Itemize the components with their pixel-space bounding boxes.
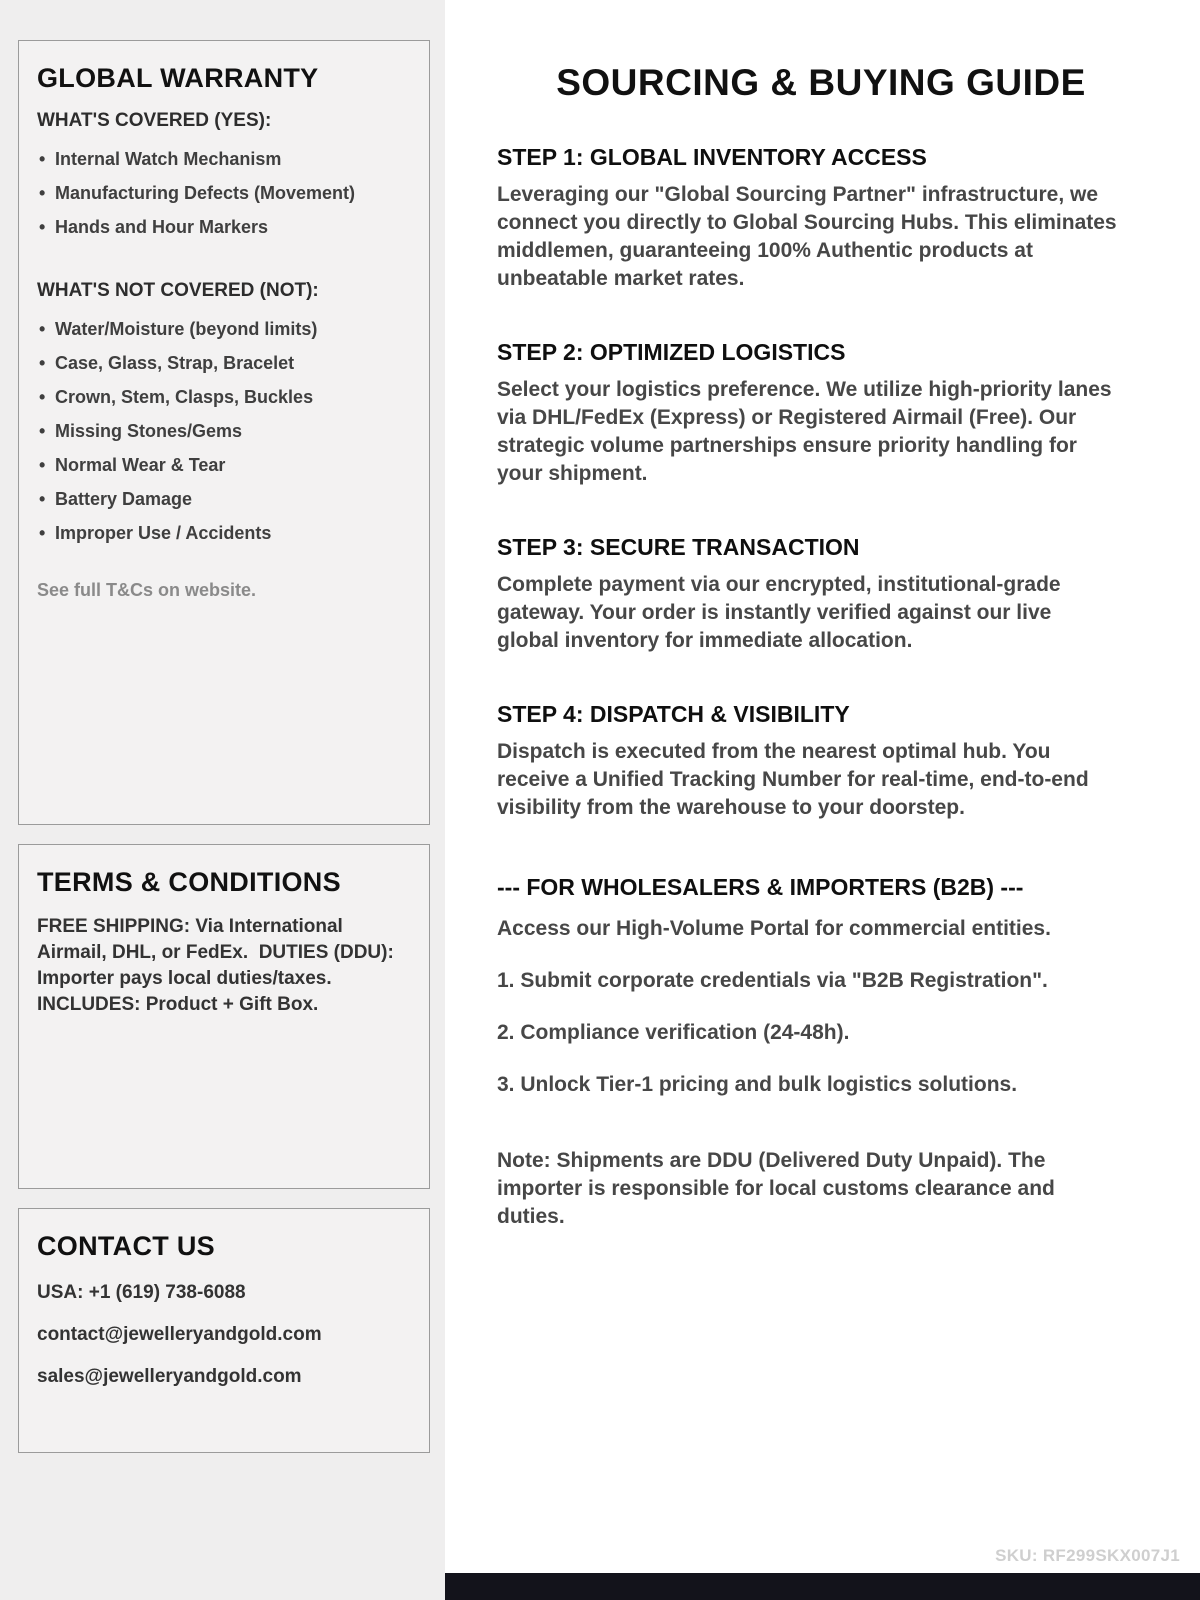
- terms-body: FREE SHIPPING: Via International Airmail, DHL, or FedEx. DUTIES (DDU): Importer pays local duties/taxes. INCLUDES: Product + Gift Box.: [37, 916, 400, 1015]
- contact-email: contact@jewelleryandgold.com: [37, 1324, 322, 1345]
- step-4-heading: STEP 4: DISPATCH & VISIBILITY: [497, 701, 850, 727]
- b2b-step-3: 3. Unlock Tier-1 pricing and bulk logistics solutions.: [497, 1073, 1018, 1096]
- sourcing-guide: [445, 0, 1200, 1600]
- step-1-body: Leveraging our "Global Sourcing Partner" infrastructure, we connect you directly to Global Sourcing Hubs. This eliminates middlemen, guaranteeing 100% Authentic products at unbeatable market rates.: [497, 183, 1117, 290]
- contact-box: [18, 1208, 430, 1453]
- covered-list: [37, 142, 411, 244]
- b2b-step-2: 2. Compliance verification (24-48h).: [497, 1021, 850, 1044]
- list-item: • Case, Glass, Strap, Bracelet: [37, 346, 411, 380]
- list-item: • Crown, Stem, Clasps, Buckles: [37, 380, 411, 414]
- list-item: • Missing Stones/Gems: [37, 414, 411, 448]
- step-3-heading: STEP 3: SECURE TRANSACTION: [497, 534, 860, 560]
- list-item: • Normal Wear & Tear: [37, 448, 411, 482]
- warranty-footnote: See full T&Cs on website.: [37, 580, 257, 600]
- ddu-note: Note: Shipments are DDU (Delivered Duty Unpaid). The importer is responsible for local customs clearance and duties.: [497, 1149, 1055, 1228]
- page-title: SOURCING & BUYING GUIDE: [556, 62, 1086, 103]
- b2b-heading: --- FOR WHOLESALERS & IMPORTERS (B2B) ---: [497, 874, 1024, 900]
- sku-label: SKU: RF299SKX007J1: [995, 1546, 1180, 1565]
- warranty-title: GLOBAL WARRANTY: [37, 63, 319, 93]
- step-3: [497, 534, 1145, 655]
- list-item: • Improper Use / Accidents: [37, 516, 411, 550]
- list-item: • Water/Moisture (beyond limits): [37, 312, 411, 346]
- step-1-heading: STEP 1: GLOBAL INVENTORY ACCESS: [497, 144, 927, 170]
- step-4-body: Dispatch is executed from the nearest optimal hub. You receive a Unified Tracking Number for real-time, end-to-end visibility from the warehouse to your doorstep.: [497, 740, 1089, 819]
- step-2-heading: STEP 2: OPTIMIZED LOGISTICS: [497, 339, 846, 365]
- step-2-body: Select your logistics preference. We utilize high-priority lanes via DHL/FedEx (Express) or Registered Airmail (Free). Our strategic volume partnerships ensure priority handling for your shipment.: [497, 378, 1112, 485]
- list-item: • Internal Watch Mechanism: [37, 142, 411, 176]
- covered-title: WHAT'S COVERED (YES):: [37, 110, 272, 131]
- list-item: • Hands and Hour Markers: [37, 210, 411, 244]
- footer-bar: [445, 1573, 1200, 1600]
- sidebar: [0, 0, 445, 1600]
- step-2: [497, 339, 1145, 488]
- not-covered-list: [37, 312, 411, 550]
- not-covered-title: WHAT'S NOT COVERED (NOT):: [37, 280, 319, 301]
- warranty-box: [18, 40, 430, 825]
- contact-phone: USA: +1 (619) 738-6088: [37, 1282, 246, 1303]
- b2b-step-1: 1. Submit corporate credentials via "B2B Registration".: [497, 969, 1048, 992]
- list-item: • Manufacturing Defects (Movement): [37, 176, 411, 210]
- terms-box: [18, 844, 430, 1189]
- contact-title: CONTACT US: [37, 1231, 215, 1261]
- step-4: [497, 701, 1145, 822]
- contact-email-sales: sales@jewelleryandgold.com: [37, 1366, 302, 1387]
- list-item: • Battery Damage: [37, 482, 411, 516]
- b2b-intro: Access our High-Volume Portal for commercial entities.: [497, 917, 1051, 940]
- terms-title: TERMS & CONDITIONS: [37, 867, 341, 897]
- step-1: [497, 144, 1145, 293]
- step-3-body: Complete payment via our encrypted, institutional-grade gateway. Your order is instantly verified against our live global inventory for immediate allocation.: [497, 573, 1061, 652]
